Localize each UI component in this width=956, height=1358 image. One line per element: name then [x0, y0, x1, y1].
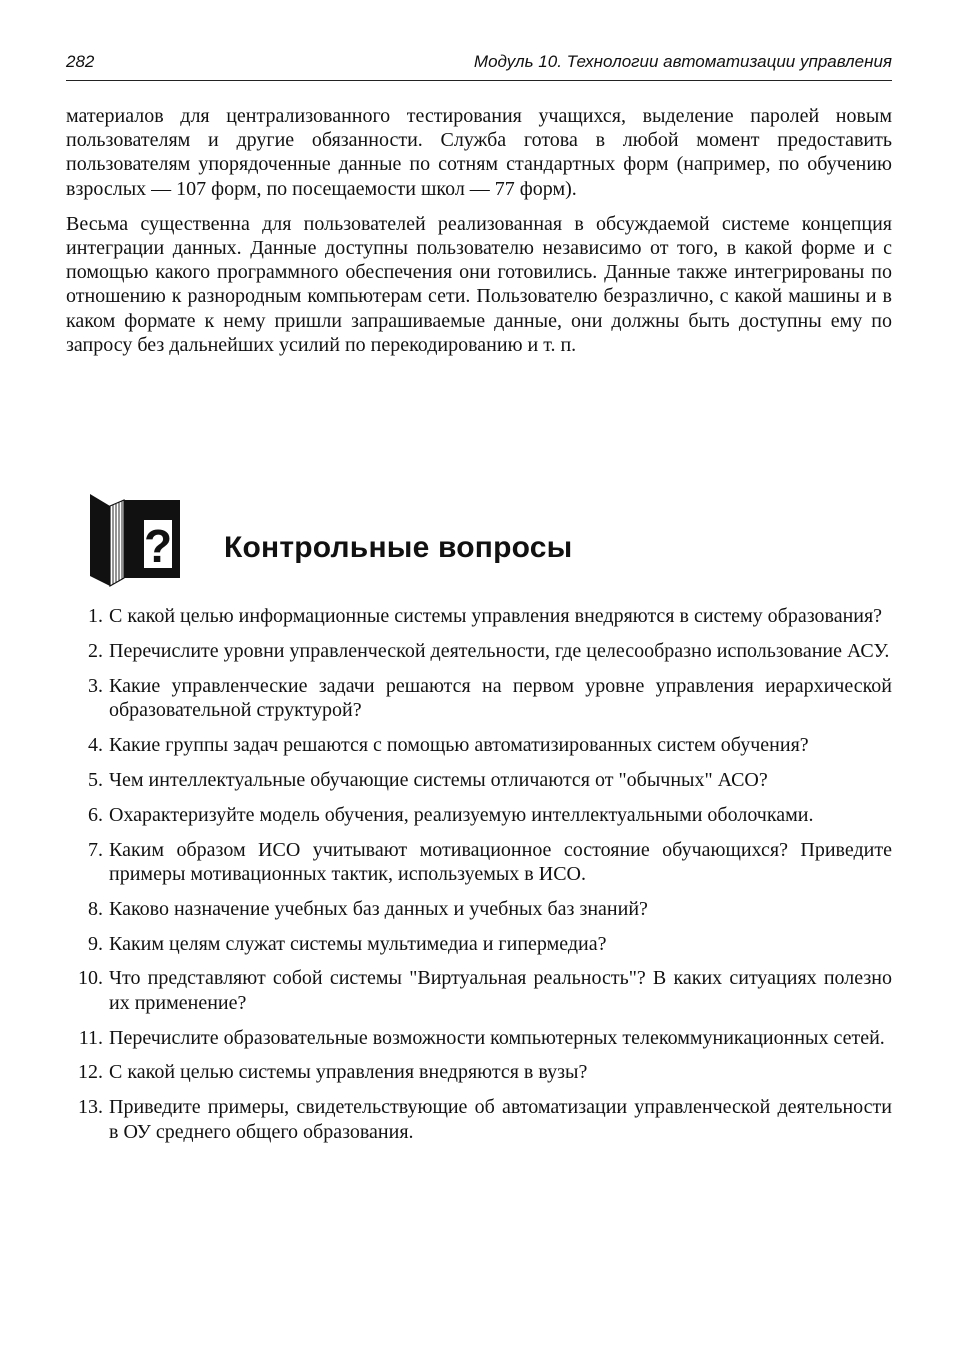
- list-item: [66, 966, 892, 1014]
- running-title: Модуль 10. Технологии автоматизации управления: [473, 52, 892, 71]
- item-number: 10.: [78, 967, 103, 990]
- item-text: Перечислите уровни управленческой деятельности, где целесообразно использование АСУ.: [109, 639, 890, 662]
- item-text: Приведите примеры, свидетельствующие об автоматизации управленческой деятельности в ОУ среднего общего образования.: [109, 1096, 892, 1143]
- item-text: Что представляют собой системы "Виртуальная реальность"? В каких ситуациях полезно их применение?: [109, 967, 892, 1014]
- list-item: [66, 932, 892, 956]
- list-item: [66, 897, 892, 921]
- item-number: 7.: [88, 838, 103, 861]
- list-item: [66, 1026, 892, 1050]
- list-item: [66, 733, 892, 757]
- running-header: [66, 52, 892, 72]
- item-text: Перечислите образовательные возможности компьютерных телекоммуникационных сетей.: [109, 1026, 885, 1049]
- paragraph: материалов для централизованного тестирования учащихся, выделение паролей новым пользователям и другие обязанности. Служба готова в любой момент предоставить пользователям упорядоченные данные по сотням стандартных форм (например, по обучению взрослых — 107 форм, по посещаемости школ — 77 форм).: [66, 105, 892, 200]
- svg-text:?: ?: [143, 520, 173, 572]
- item-text: Каково назначение учебных баз данных и учебных баз знаний?: [109, 897, 648, 920]
- list-item: [66, 838, 892, 886]
- header-rule: [66, 80, 892, 81]
- list-item: [66, 768, 892, 792]
- item-number: 4.: [88, 733, 103, 756]
- item-number: 8.: [88, 897, 103, 920]
- item-text: Каким образом ИСО учитывают мотивационное состояние обучающихся? Приведите примеры мотивационных тактик, используемых в ИСО.: [109, 838, 892, 885]
- item-number: 3.: [88, 674, 103, 697]
- book-question-icon: [88, 492, 184, 588]
- item-text: С какой целью информационные системы управления внедряются в систему образования?: [109, 605, 883, 627]
- item-number: 9.: [88, 932, 103, 955]
- section-title: Контрольные вопросы: [224, 531, 573, 564]
- paragraph: Весьма существенна для пользователей реализованная в обсуждаемой системе концепция интеграции данных. Данные доступны пользователю независимо от того, в какой форме и с помощью какого программного обеспечения они готовились. Данные также интегрированы по отношению к разнородным компьютерам сети. Пользователю безразлично, с какой машины и в каком формате к нему пришли запрашиваемые данные, они должны быть доступны ему по запросу без дальнейших усилий по перекодированию и т. п.: [66, 212, 892, 356]
- item-text: Охарактеризуйте модель обучения, реализуемую интеллектуальными оболочками.: [109, 803, 814, 826]
- item-text: Чем интеллектуальные обучающие системы отличаются от "обычных" АСО?: [109, 768, 768, 791]
- item-number: 11.: [78, 1026, 103, 1049]
- item-number: 2.: [88, 639, 103, 662]
- item-number: 5.: [88, 768, 103, 791]
- list-item: [66, 803, 892, 827]
- page-number: 282: [66, 52, 95, 71]
- item-number: 1.: [88, 605, 103, 627]
- item-text: Какие группы задач решаются с помощью автоматизированных систем обучения?: [109, 733, 809, 756]
- list-item: [66, 1095, 892, 1143]
- list-item: [66, 674, 892, 722]
- item-number: 13.: [78, 1096, 103, 1119]
- item-number: 6.: [88, 803, 103, 826]
- item-text: Каким целям служат системы мультимедиа и гипермедиа?: [109, 932, 607, 955]
- list-item: [66, 1060, 892, 1084]
- questions-list: [66, 604, 892, 1154]
- section-heading: [88, 492, 892, 588]
- item-text: С какой целью системы управления внедряются в вузы?: [109, 1061, 588, 1084]
- body-text: [66, 104, 892, 368]
- list-item: [66, 639, 892, 663]
- item-text: Какие управленческие задачи решаются на первом уровне управления иерархической образовательной структурой?: [109, 674, 892, 721]
- item-number: 12.: [78, 1061, 103, 1084]
- list-item: [66, 604, 892, 628]
